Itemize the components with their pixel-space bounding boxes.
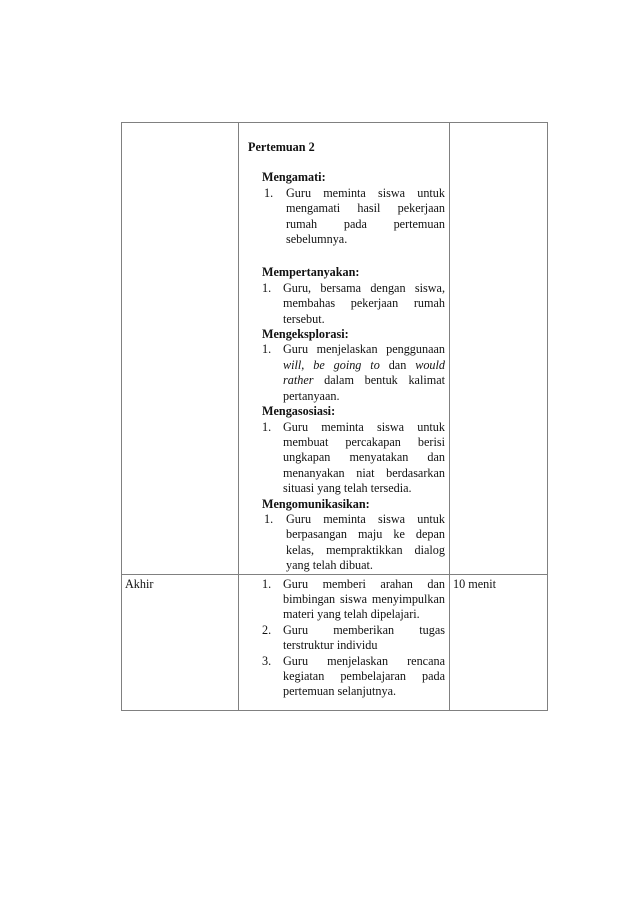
section-mengeksplorasi bbox=[262, 327, 445, 404]
section-mengasosiasi bbox=[262, 404, 445, 496]
section-heading: Mempertanyakan: bbox=[262, 265, 360, 280]
section-mempertanyakan bbox=[262, 265, 445, 327]
section-mengomunikasikan bbox=[262, 497, 445, 574]
activity-cell bbox=[239, 574, 450, 710]
section-heading: Mengeksplorasi: bbox=[262, 327, 349, 342]
phase-cell bbox=[122, 123, 239, 575]
list-item: 1. Guru menjelaskan penggunaan will, be going to dan would rather dalam bentuk kalimat pertanyaan. bbox=[262, 342, 445, 403]
section-mengamati bbox=[262, 170, 445, 247]
section-heading: Mengomunikasikan: bbox=[262, 496, 370, 511]
list-item: 2. Guru memberikan tugas terstruktur individu bbox=[262, 622, 445, 653]
closing-activities bbox=[262, 577, 445, 700]
section-heading: Mengamati: bbox=[262, 170, 326, 185]
list-item: 1. Guru meminta siswa untuk membuat percakapan berisi ungkapan menyatakan dan menanyakan niat berdasarkan situasi yang telah tersedia. bbox=[262, 419, 445, 496]
section-heading: Mengasosiasi: bbox=[262, 404, 336, 419]
list-item: 1. Guru meminta siswa untuk mengamati hasil pekerjaan rumah pada pertemuan sebelumnya. bbox=[264, 185, 445, 247]
table-row bbox=[122, 123, 548, 575]
phase-cell: Akhir bbox=[122, 574, 239, 710]
activity-cell bbox=[239, 123, 450, 575]
list-item: 3. Guru menjelaskan rencana kegiatan pembelajaran pada pertemuan selanjutnya. bbox=[262, 653, 445, 699]
list-item: 1. Guru memberi arahan dan bimbingan siswa menyimpulkan materi yang telah dipelajari. bbox=[262, 576, 445, 622]
lesson-activity-table bbox=[121, 122, 548, 711]
meeting-title: Pertemuan 2 bbox=[248, 140, 315, 154]
table-row bbox=[122, 574, 548, 710]
list-item: 1. Guru, bersama dengan siswa, membahas pekerjaan rumah tersebut. bbox=[262, 280, 445, 326]
time-cell: 10 menit bbox=[450, 574, 548, 710]
list-item: 1. Guru meminta siswa untuk berpasangan maju ke depan kelas, mempraktikkan dialog yang telah dibuat. bbox=[264, 511, 445, 573]
time-cell bbox=[450, 123, 548, 575]
